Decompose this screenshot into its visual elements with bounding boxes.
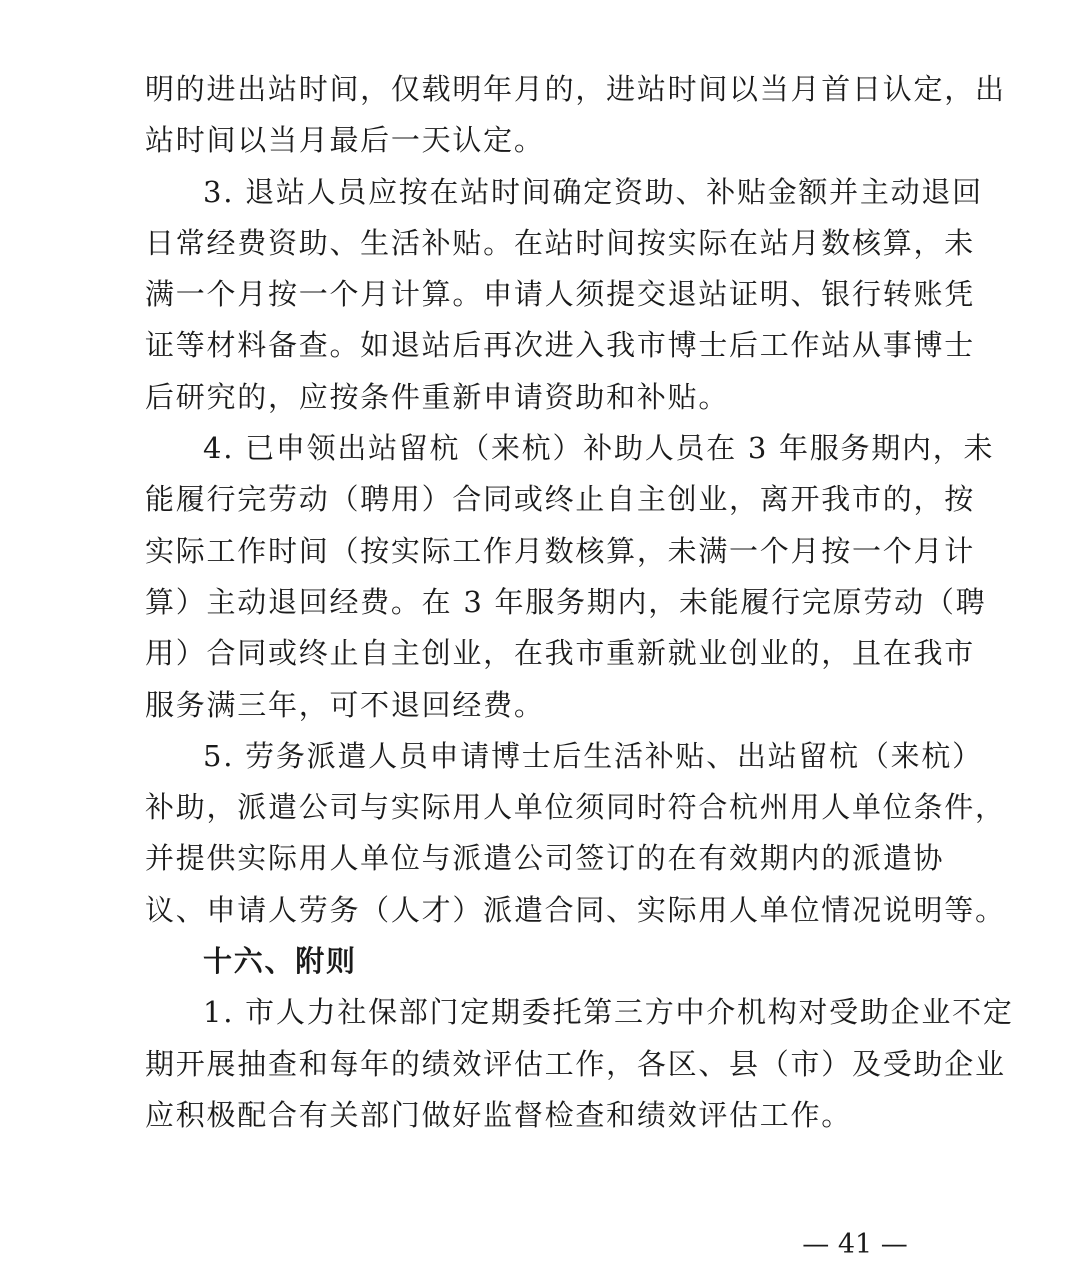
text-line: 用）合同或终止自主创业，在我市重新就业创业的，且在我市 — [145, 636, 975, 671]
text-line: 服务满三年，可不退回经费。 — [145, 687, 545, 722]
text-line: 应积极配合有关部门做好监督检查和绩效评估工作。 — [145, 1097, 853, 1132]
text-line: 证等材料备查。如退站后再次进入我市博士后工作站从事博士 — [145, 328, 975, 363]
body-text — [145, 64, 1014, 1141]
text-line: 议、申请人劳务（人才）派遣合同、实际用人单位情况说明等。 — [145, 892, 1006, 927]
text-line: 日常经费资助、生活补贴。在站时间按实际在站月数核算，未 — [145, 225, 975, 260]
paragraph-3-start: 3. 退站人员应按在站时间确定资助、补贴金额并主动退回 — [203, 174, 983, 209]
text-line: 算）主动退回经费。在 3 年服务期内，未能履行完原劳动（聘 — [145, 584, 987, 619]
text-line: 能履行完劳动（聘用）合同或终止自主创业，离开我市的，按 — [145, 482, 975, 517]
text-line: 实际工作时间（按实际工作月数核算，未满一个月按一个月计 — [145, 533, 975, 568]
text-line: 期开展抽查和每年的绩效评估工作，各区、县（市）及受助企业 — [145, 1046, 1006, 1081]
text-line: 补助，派遣公司与实际用人单位须同时符合杭州用人单位条件， — [145, 790, 1006, 825]
paragraph-4-start: 4. 已申领出站留杭（来杭）补助人员在 3 年服务期内，未 — [203, 431, 995, 466]
section-heading: 十六、附则 — [203, 944, 357, 979]
page-number: — 41 — — [802, 1229, 908, 1260]
text-line: 站时间以当月最后一天认定。 — [145, 123, 545, 158]
text-line: 满一个月按一个月计算。申请人须提交退站证明、银行转账凭 — [145, 277, 975, 312]
paragraph-5-start: 5. 劳务派遣人员申请博士后生活补贴、出站留杭（来杭） — [203, 738, 983, 773]
paragraph-1-start: 1. 市人力社保部门定期委托第三方中介机构对受助企业不定 — [203, 995, 1014, 1030]
text-line: 后研究的，应按条件重新申请资助和补贴。 — [145, 379, 730, 414]
text-line: 明的进出站时间，仅载明年月的，进站时间以当月首日认定，出 — [145, 72, 1006, 106]
text-line: 并提供实际用人单位与派遣公司签订的在有效期内的派遣协 — [145, 841, 945, 876]
